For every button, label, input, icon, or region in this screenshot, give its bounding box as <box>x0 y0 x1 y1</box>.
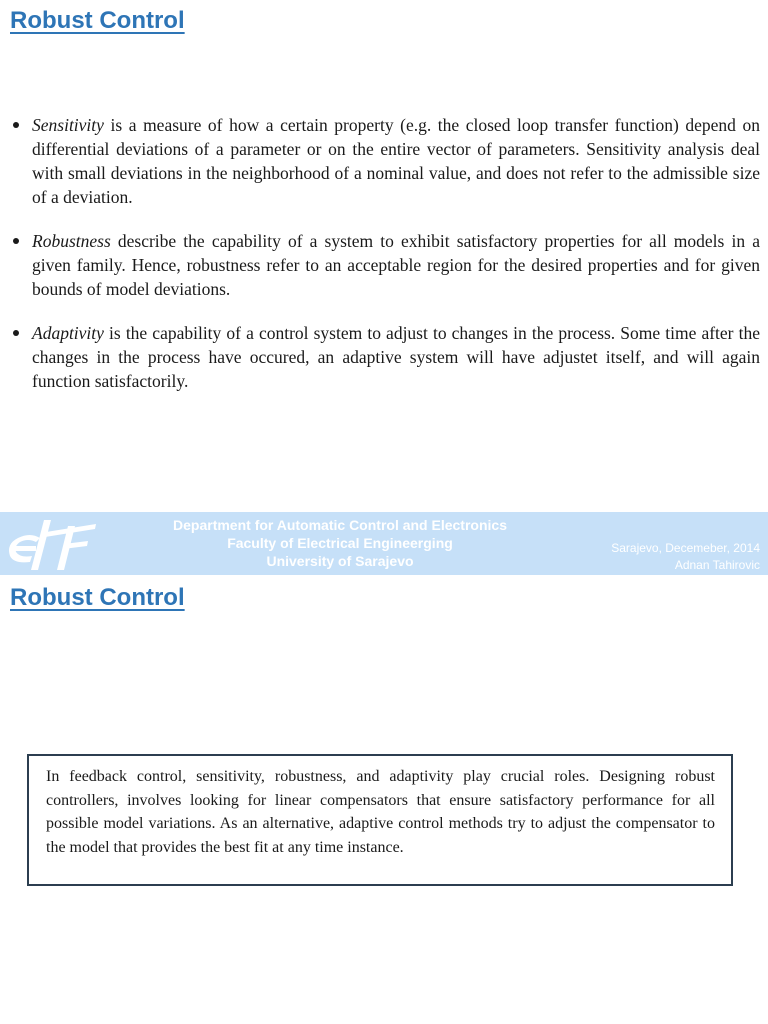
summary-box <box>27 754 733 886</box>
place-date: Sarajevo, Decemeber, 2014 <box>611 541 760 555</box>
footer-banner <box>0 512 768 575</box>
term-adaptivity: Adaptivity <box>32 323 104 343</box>
definition-text: is the capability of a control system to adjust to changes in the process. Some time after the changes in the process have occured, an adaptive system will have adjustet itself, and will again function satisfactorily. <box>32 323 760 391</box>
place-and-author <box>611 540 760 574</box>
term-sensitivity: Sensitivity <box>32 115 104 135</box>
definition-text: describe the capability of a system to exhibit satisfactory properties for all models in a given family. Hence, robustness refer to an acceptable region for the desired properties and for given bounds of model deviations. <box>32 231 760 299</box>
definitions-list <box>12 113 760 393</box>
department-name: Department for Automatic Control and Electronics <box>173 517 507 533</box>
bullet-dot-icon <box>13 238 19 244</box>
slide-title: Robust Control <box>10 7 185 34</box>
summary-text: In feedback control, sensitivity, robustness, and adaptivity play crucial roles. Designing robust controllers, involves looking for linear compensators that ensure satisfactory performance for all possible model variations. As an alternative, adaptive control methods try to adjust the compensator to the model that provides the best fit at any time instance. <box>46 768 715 856</box>
term-robustness: Robustness <box>32 231 111 251</box>
bullet-dot-icon <box>13 330 19 336</box>
definition-text: is a measure of how a certain property (e.g. the closed loop transfer function) depend on differential deviations of a parameter or on the entire vector of parameters. Sensitivity analysis deal with small deviations in the neighborhood of a nominal value, and does not refer to the admissible size of a deviation. <box>32 115 760 207</box>
bullet-dot-icon <box>13 122 19 128</box>
university-name: University of Sarajevo <box>266 553 414 569</box>
slide-title: Robust Control <box>10 584 185 611</box>
author-name: Adnan Tahirovic <box>674 558 760 572</box>
bullet-robustness <box>12 229 760 301</box>
bullet-adaptivity <box>12 321 760 393</box>
bullet-sensitivity <box>12 113 760 209</box>
department-info <box>130 516 550 570</box>
faculty-name: Faculty of Electrical Engineerging <box>227 535 453 551</box>
etf-logo-icon <box>4 516 98 572</box>
